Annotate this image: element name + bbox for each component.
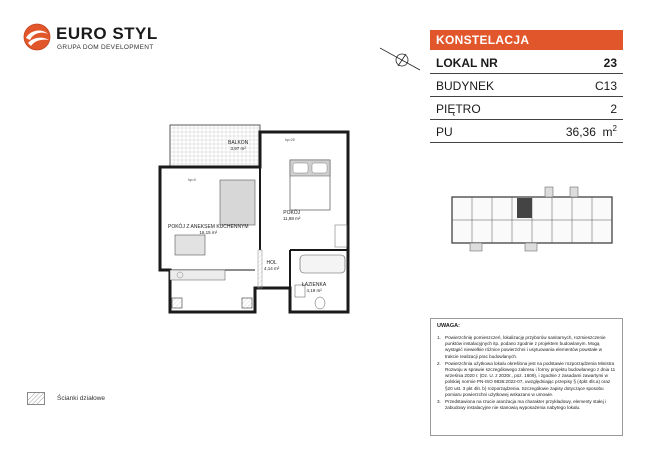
lokal-value: 23 — [603, 56, 617, 70]
partition-wall-swatch-icon — [27, 392, 45, 405]
notes-item-text: Powierzchnia użytkowa lokalu określona jest na podstawie rozporządzenia Ministra Rozwoju w sprawie szczegółowego zakresu i formy projektu budowlanego z dnia 11 września 2020 r. (Dz. U. z 2020r., poz. 1609), i zgodnie z zasadami zawartymi w polskiej normie PN-ISO 9836:2022-07, uwzględniając przepisy § (4pkt 4lit.a) oraz §20 ust. 3 pkt 4lit. b) rozporządzenia. Szczegółowe zapisy dotyczące sposobu pomiaru powierzchni użytkowej wskazano w umowie. — [445, 360, 616, 397]
notes-item-number: 2. — [437, 360, 441, 366]
room-balkon — [228, 140, 248, 151]
pu-value-group — [566, 125, 617, 139]
notes-item — [437, 361, 616, 398]
room-lazienka — [302, 282, 326, 293]
legend — [27, 392, 147, 406]
room-hol-name: HOL — [266, 260, 277, 266]
pietro-value: 2 — [610, 102, 617, 116]
room-hol — [264, 260, 279, 271]
info-row-budynek — [430, 75, 623, 97]
budynek-label: BUDYNEK — [436, 79, 495, 93]
notes-item — [437, 399, 616, 411]
room-pokoj-name: POKÓJ — [283, 210, 301, 216]
room-balkon-name: BALKON — [228, 140, 249, 146]
room-pokoj-aneks — [168, 224, 249, 235]
hp-top: hp=20 — [285, 138, 295, 142]
notes-box — [430, 318, 623, 436]
room-balkon-area: 3,97 m² — [230, 146, 246, 151]
room-pokoj-aneks-area: 16,15 m² — [199, 230, 218, 235]
north-arrow-icon — [376, 40, 424, 78]
pietro-label: PIĘTRO — [436, 102, 481, 116]
lokal-label: LOKAL NR — [436, 56, 498, 70]
info-row-lokal — [430, 52, 623, 74]
budynek-value: C13 — [594, 79, 617, 93]
project-header — [430, 30, 623, 50]
notes-item-number: 1. — [437, 335, 441, 340]
info-row-pietro — [430, 98, 623, 120]
brand-name: EURO STYL — [56, 24, 158, 43]
notes-item — [437, 335, 616, 360]
room-pokoj-area: 11,88 m² — [283, 216, 301, 221]
room-lazienka-name: ŁAZIENKA — [302, 282, 327, 288]
eurostyl-swirl-logo-icon — [22, 22, 52, 52]
brand-subtitle: GRUPA DOM DEVELOPMENT — [57, 44, 154, 51]
pu-value: 36,36 — [565, 125, 596, 139]
notes-item-text: Powierzchnię pomieszczeń, lokalizację przyborów sanitarnych, rozmieszczenie punktów instalacyjnych itp. podano zgodnie z projektem budowlanym. Mogą wystąpić niewielkie różnice powierzchni i usytuowania elementów powstałe w trakcie realizacji prac budowlanych. — [445, 335, 606, 359]
notes-item-text: Przedstawiona na rzucie aranżacja ma charakter przykładowy, elementy stałej i zabudowy instalacyjne nie stanowią wyposażenia nabytego lokalu. — [445, 398, 607, 411]
room-pokoj-aneks-name: POKÓJ Z ANEKSEM KUCHENNYM — [168, 224, 249, 230]
legend-label: Ścianki działowe — [57, 395, 106, 402]
selected-unit-marker — [517, 198, 532, 218]
pu-unit-sup: 2 — [612, 124, 617, 133]
notes-item-number: 3. — [437, 398, 441, 404]
room-lazienka-area: 4,19 m² — [306, 288, 322, 293]
notes-title: UWAGA: — [437, 323, 460, 329]
brand-logo — [22, 22, 162, 58]
pu-label: PU — [436, 125, 453, 139]
floor-plan — [150, 120, 360, 330]
room-pokoj — [283, 210, 300, 221]
info-row-pu — [430, 121, 623, 143]
project-title: KONSTELACJA — [436, 33, 530, 47]
hp-left: hp=0 — [188, 178, 196, 182]
building-key-plan — [450, 185, 615, 255]
pu-unit: m — [602, 125, 613, 139]
room-hol-area: 4,14 m² — [264, 266, 280, 271]
